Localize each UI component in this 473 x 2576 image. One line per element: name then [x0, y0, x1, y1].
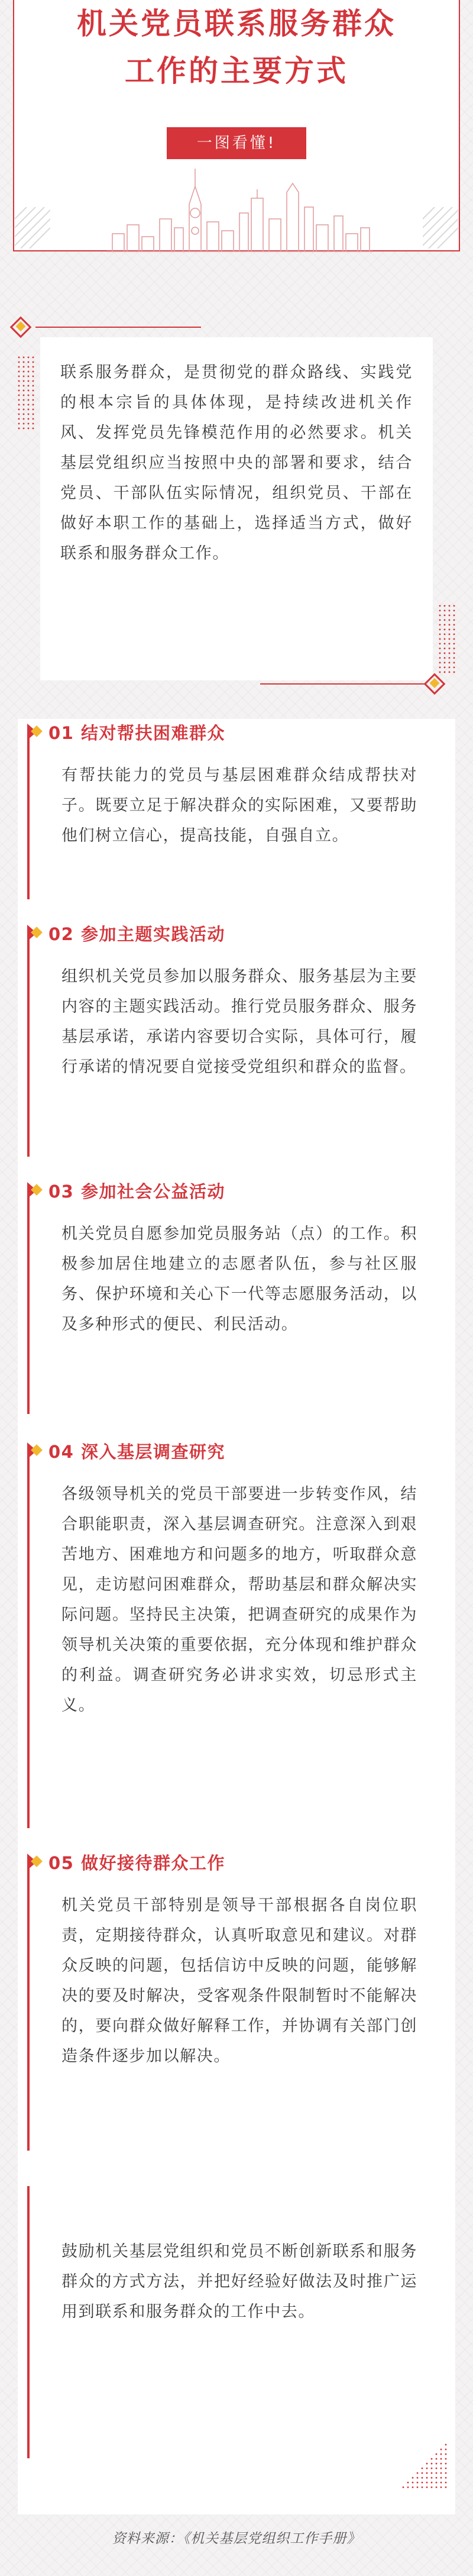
section-body: 组织机关党员参加以服务群众、服务基层为主要内容的主题实践活动。推行党员服务群众、服务基层承诺，承诺内容要切合实际，具体可行，履行承诺的情况要自觉接受党组织和群众的监督。	[61, 967, 417, 1076]
source-note: 资料来源：《机关基层党组织工作手册》	[112, 2531, 361, 2546]
section-accent-bar	[27, 731, 30, 899]
section-header	[27, 1177, 225, 1203]
section-accent-bar	[27, 1450, 30, 1828]
intro-text: 联系服务群众，是贯彻党的群众路线、实践党的根本宗旨的具体体现，是持续改进机关作风、发挥党员先锋模范作用的必然要求。机关基层党组织应当按照中央的部署和要求，结合党员、干部队伍实际情况，组织党员、干部在做好本职工作的基础上，选择适当方式，做好联系和服务群众工作。	[60, 363, 413, 563]
section-title: 03 参加社会公益活动	[48, 1181, 225, 1202]
divider-line	[35, 327, 201, 328]
triangle-marker-icon	[27, 1182, 44, 1199]
section-accent-bar	[27, 2186, 30, 2458]
section-title: 01 结对帮扶困难群众	[48, 722, 225, 743]
diamond-icon	[10, 317, 32, 338]
dot-pattern	[17, 355, 35, 432]
section-header	[27, 1438, 225, 1464]
dot-pattern	[396, 2438, 449, 2491]
closing-paragraph: 鼓励机关基层党组织和党员不断创新联系和服务群众的方式方法，并把好经验好做法及时推广运用到联系和服务群众的工作中去。	[61, 2242, 417, 2321]
header-banner	[0, 0, 473, 269]
page-title	[0, 0, 473, 95]
section-header	[27, 1849, 225, 1875]
section-accent-bar	[27, 932, 30, 1157]
section-title: 04 深入基层调查研究	[48, 1441, 225, 1462]
stripe-decoration	[15, 207, 50, 248]
section-body: 机关党员自愿参加党员服务站（点）的工作。积极参加居住地建立的志愿者队伍，参与社区服务、保护环境和关心下一代等志愿服务活动，以及多种形式的便民、利民活动。	[61, 1225, 417, 1334]
section-body: 有帮扶能力的党员与基层困难群众结成帮扶对子。既要立足于解决群众的实际困难，又要帮助他们树立信心，提高技能，自强自立。	[61, 766, 417, 845]
divider-line	[260, 683, 426, 685]
triangle-marker-icon	[27, 1442, 44, 1459]
triangle-marker-icon	[27, 925, 44, 941]
section-accent-bar	[27, 1189, 30, 1414]
content-card	[18, 719, 455, 2514]
title-line-1: 机关党员联系服务群众	[77, 6, 396, 41]
section-header	[27, 719, 225, 745]
triangle-marker-icon	[27, 724, 44, 740]
section-title: 02 参加主题实践活动	[48, 924, 225, 944]
section-body: 各级领导机关的党员干部要进一步转变作风，结合职能职责，深入基层调查研究。注意深入到艰苦地方、困难地方和问题多的地方，听取群众意见，走访慰问困难群众，帮助基层和群众解决实际问题。坚持民主决策，把调查研究的成果作为领导机关决策的重要依据，充分体现和维护群众的利益。调查研究务必讲求实效，切忌形式主义。	[61, 1485, 417, 1715]
section-title: 05 做好接待群众工作	[48, 1852, 225, 1873]
title-line-2: 工作的主要方式	[125, 53, 348, 88]
intro-card	[40, 337, 433, 680]
section-header	[27, 920, 225, 946]
dot-pattern	[438, 603, 456, 674]
infographic-button[interactable]: 一图看懂!	[167, 127, 306, 159]
stripe-decoration-right	[423, 207, 458, 248]
city-skyline-icon	[106, 163, 372, 257]
section-accent-bar	[27, 1861, 30, 2151]
section-body: 机关党员干部特别是领导干部根据各自岗位职责，定期接待群众，认真听取意见和建议。对群众反映的问题，包括信访中反映的问题，能够解决的要及时解决，受客观条件限制暂时不能解决的，要向群众做好解释工作，并协调有关部门创造条件逐步加以解决。	[61, 1896, 417, 2065]
triangle-marker-icon	[27, 1854, 44, 1870]
